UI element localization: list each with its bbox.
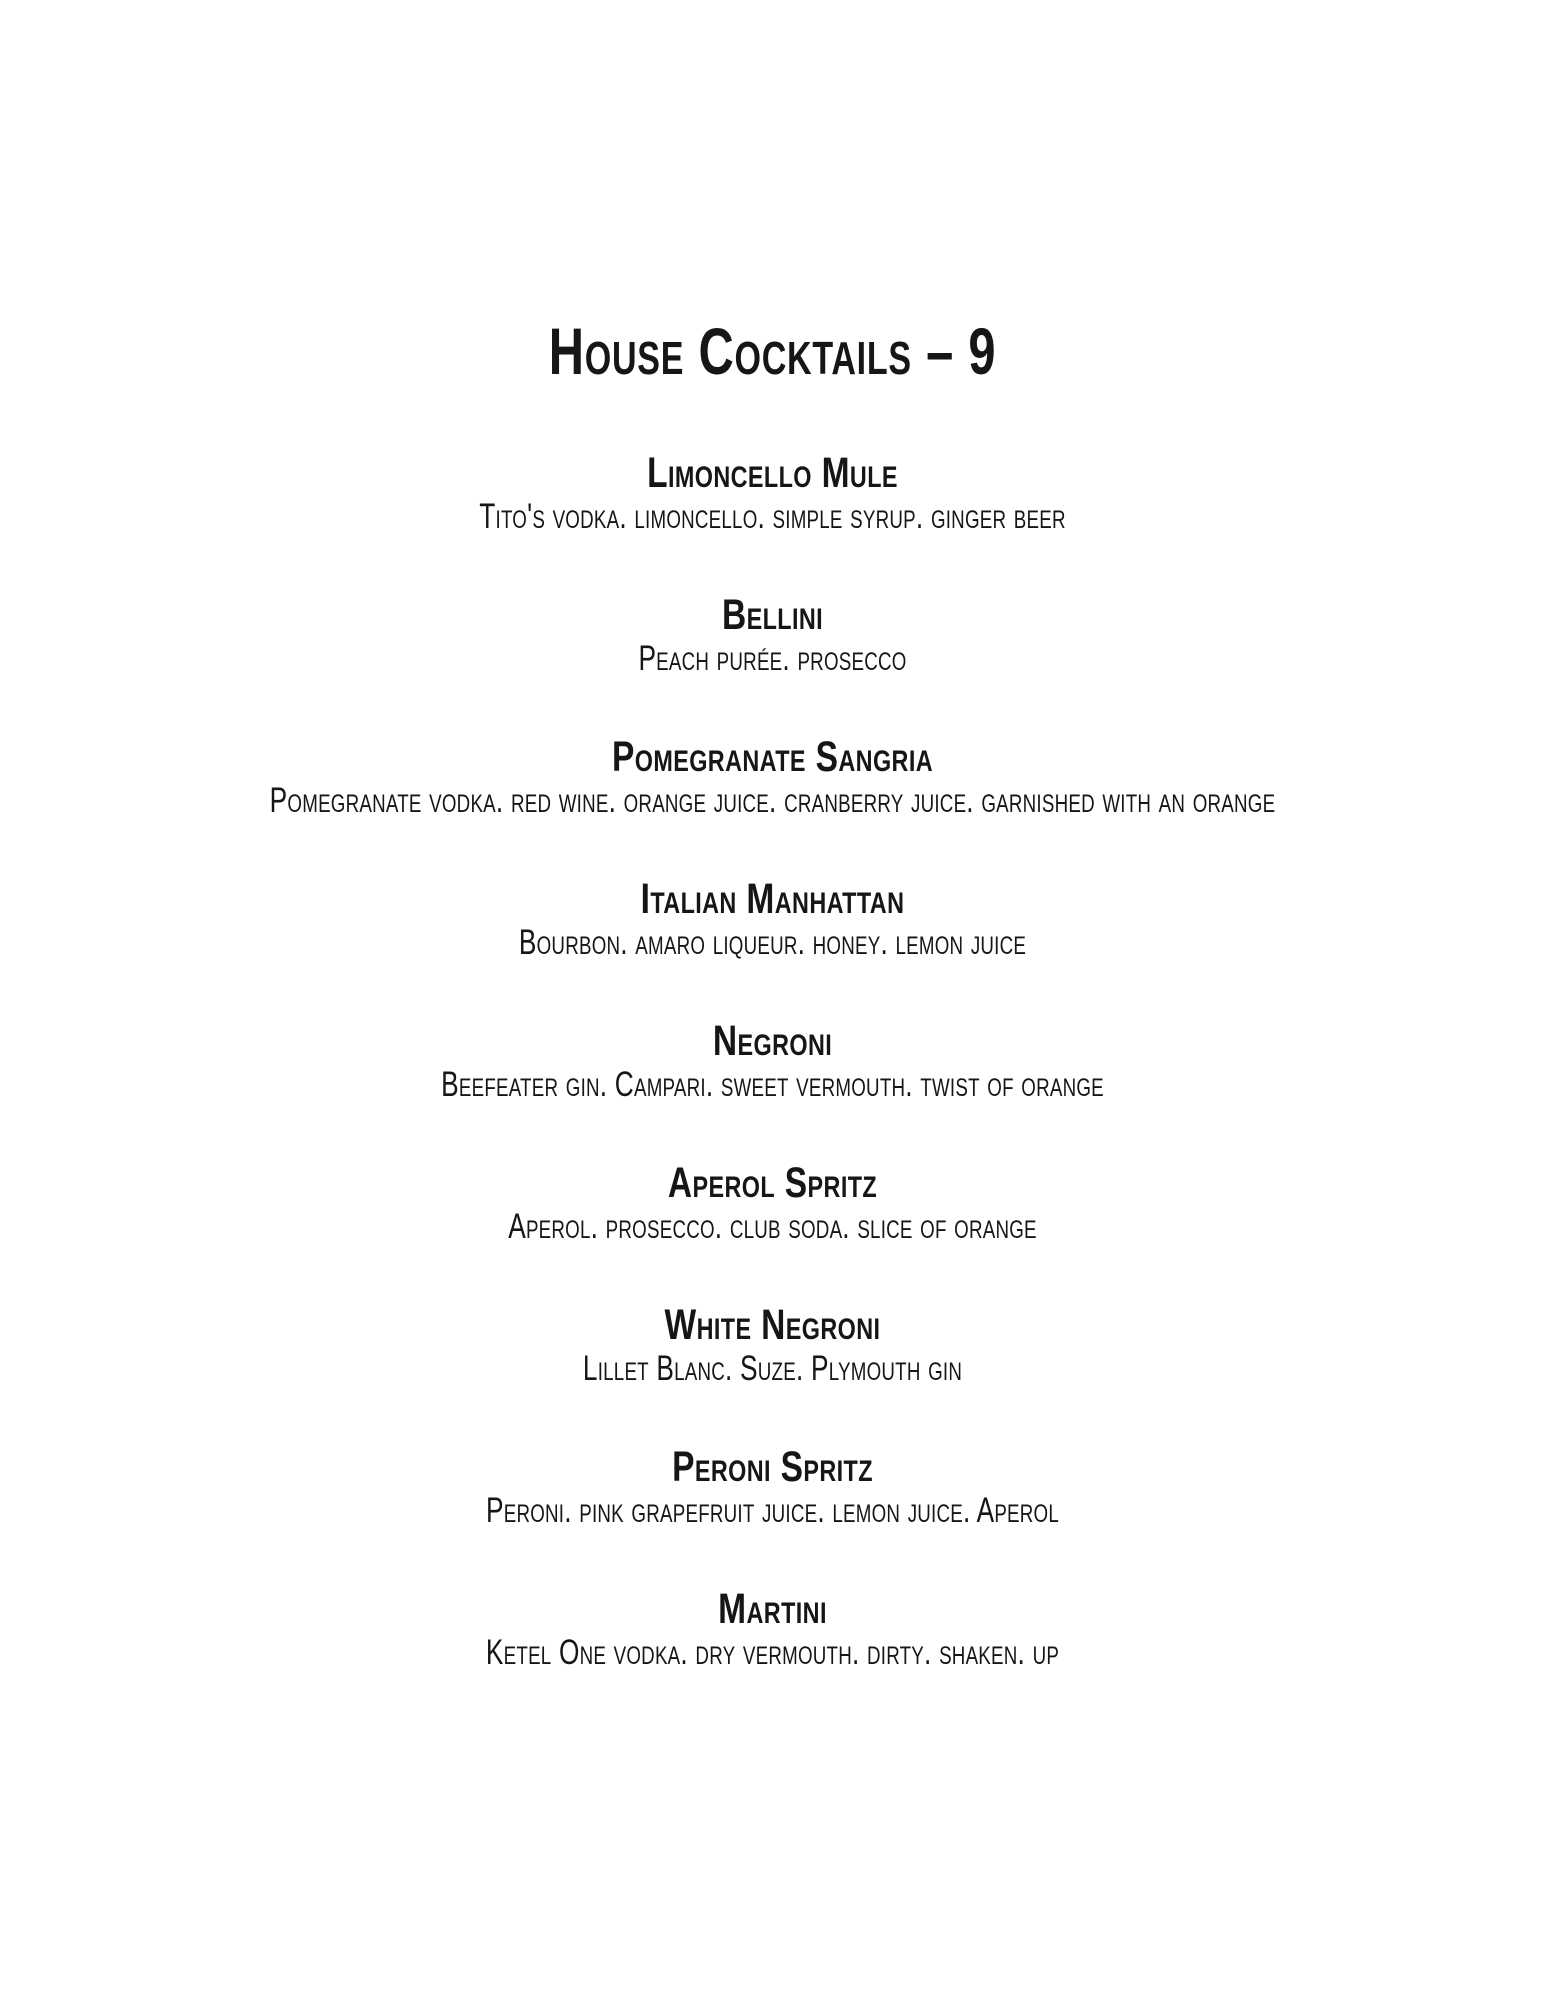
menu-item — [0, 733, 1545, 820]
menu-item-description: Lillet Blanc. Suze. Plymouth gin — [582, 1349, 963, 1388]
page-title: House Cocktails – 9 — [548, 314, 997, 388]
menu-item-name: Negroni — [712, 1017, 833, 1065]
menu-item-description: Pomegranate vodka. red wine. orange juice. cranberry juice. garnished with an orange — [269, 781, 1276, 820]
menu-item-name: Aperol Spritz — [667, 1159, 878, 1207]
menu-item-description: Peach purée. prosecco — [638, 639, 907, 678]
menu-item-description: Bourbon. amaro liqueur. honey. lemon juice — [518, 923, 1027, 962]
menu-item-description: Peroni. pink grapefruit juice. lemon juice. Aperol — [485, 1491, 1060, 1530]
menu-item-description: Beefeater gin. Campari. sweet vermouth. twist of orange — [441, 1065, 1104, 1104]
menu-item-name: Peroni Spritz — [672, 1443, 873, 1491]
menu-item-name: White Negroni — [664, 1301, 881, 1349]
menu-item-description: Aperol. prosecco. club soda. slice of orange — [508, 1207, 1037, 1246]
menu-item — [0, 1443, 1545, 1530]
menu-item — [0, 591, 1545, 678]
menu-item — [0, 875, 1545, 962]
menu-item-description: Ketel One vodka. dry vermouth. dirty. shaken. up — [485, 1633, 1060, 1672]
menu-item-name: Pomegranate Sangria — [611, 733, 934, 781]
menu-item-name: Bellini — [721, 591, 824, 639]
menu-item-name: Limoncello Mule — [647, 449, 898, 497]
menu-item — [0, 449, 1545, 536]
menu-item-name: Italian Manhattan — [640, 875, 905, 923]
menu-item-name: Martini — [718, 1585, 827, 1633]
menu-item — [0, 1585, 1545, 1672]
menu-item — [0, 1159, 1545, 1246]
menu-item — [0, 1301, 1545, 1388]
menu-item — [0, 1017, 1545, 1104]
menu-item-description: Tito's vodka. limoncello. simple syrup. ginger beer — [479, 497, 1066, 536]
